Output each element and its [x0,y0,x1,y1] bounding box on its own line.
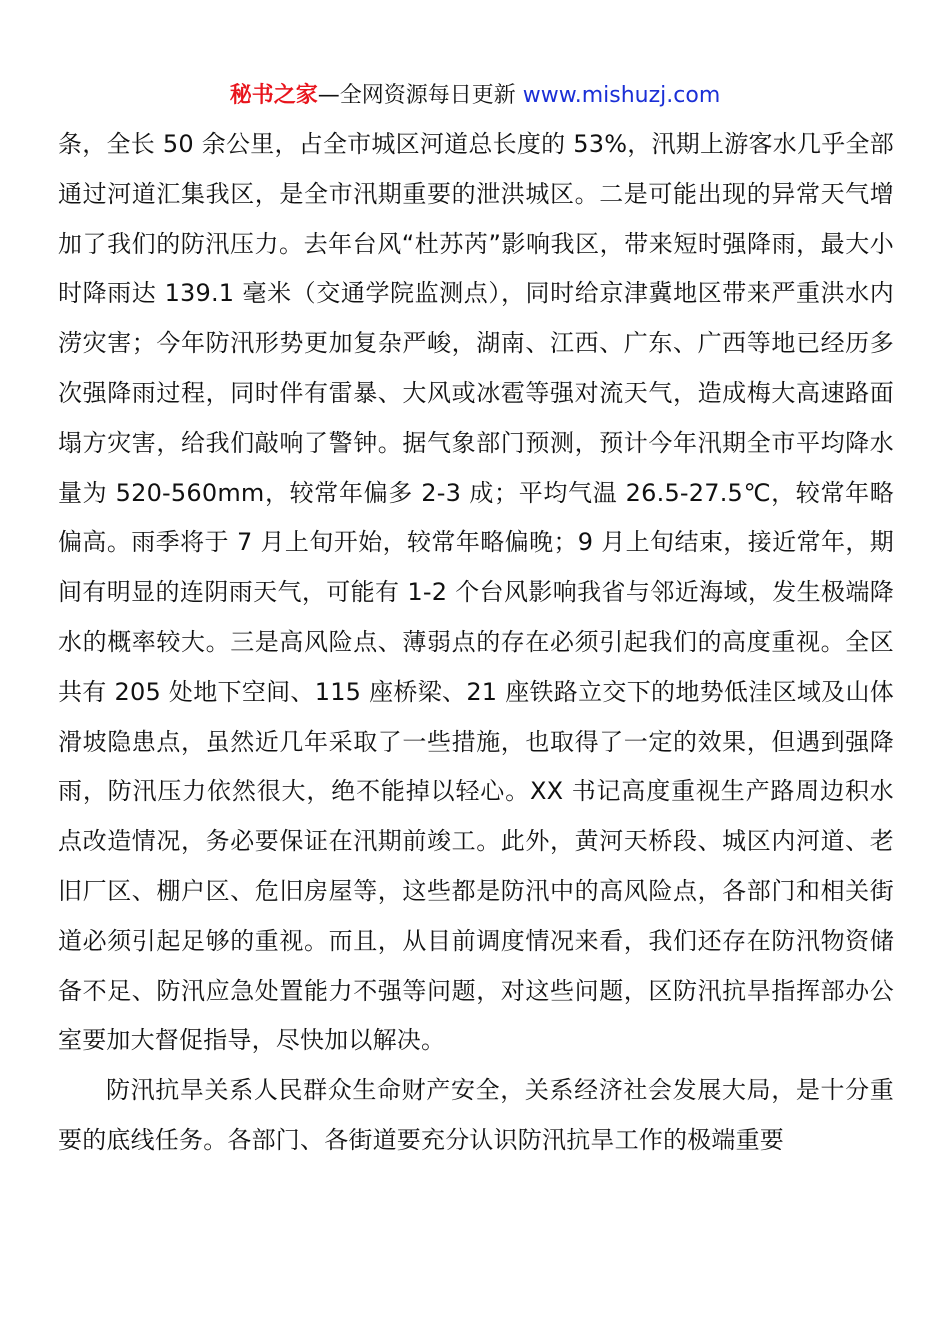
page-header [0,82,950,110]
paragraph-1: 条，全长 50 余公里，占全市城区河道总长度的 53%，汛期上游客水几乎全部通过河道汇集我区，是全市汛期重要的泄洪城区。二是可能出现的异常天气增加了我们的防汛压力。去年台风“杜苏芮”影响我区，带来短时强降雨，最大小时降雨达 139.1 毫米（交通学院监测点），同时给京津冀地区带来严重洪水内涝灾害；今年防汛形势更加复杂严峻，湖南、江西、广东、广西等地已经历多次强降雨过程，同时伴有雷暴、大风或冰雹等强对流天气，造成梅大高速路面塌方灾害，给我们敲响了警钟。据气象部门预测，预计今年汛期全市平均降水量为 520-560mm，较常年偏多 2-3 成；平均气温 26.5-27.5℃，较常年略偏高。雨季将于 7 月上旬开始，较常年略偏晚；9 月上旬结束，接近常年，期间有明显的连阴雨天气，可能有 1-2 个台风影响我省与邻近海域，发生极端降水的概率较大。三是高风险点、薄弱点的存在必须引起我们的高度重视。全区共有 205 处地下空间、115 座桥梁、21 座铁路立交下的地势低洼区域及山体滑坡隐患点，虽然近几年采取了一些措施，也取得了一定的效果，但遇到强降雨，防汛压力依然很大，绝不能掉以轻心。XX 书记高度重视生产路周边积水点改造情况，务必要保证在汛期前竣工。此外，黄河天桥段、城区内河道、老旧厂区、棚户区、危旧房屋等，这些都是防汛中的高风险点，各部门和相关街道必须引起足够的重视。而且，从目前调度情况来看，我们还存在防汛物资储备不足、防汛应急处置能力不强等问题，对这些问题，区防汛抗旱指挥部办公室要加大督促指导，尽快加以解决。 [58,130,894,1055]
site-link[interactable]: www.mishuzj.com [522,83,721,108]
document-body [58,120,894,1166]
paragraph-2: 防汛抗旱关系人民群众生命财产安全，关系经济社会发展大局，是十分重要的底线任务。各部门、各街道要充分认识防汛抗旱工作的极端重要 [58,1076,894,1154]
header-slogan: —全网资源每日更新 [317,83,523,108]
brand-name: 秘书之家 [229,83,318,108]
